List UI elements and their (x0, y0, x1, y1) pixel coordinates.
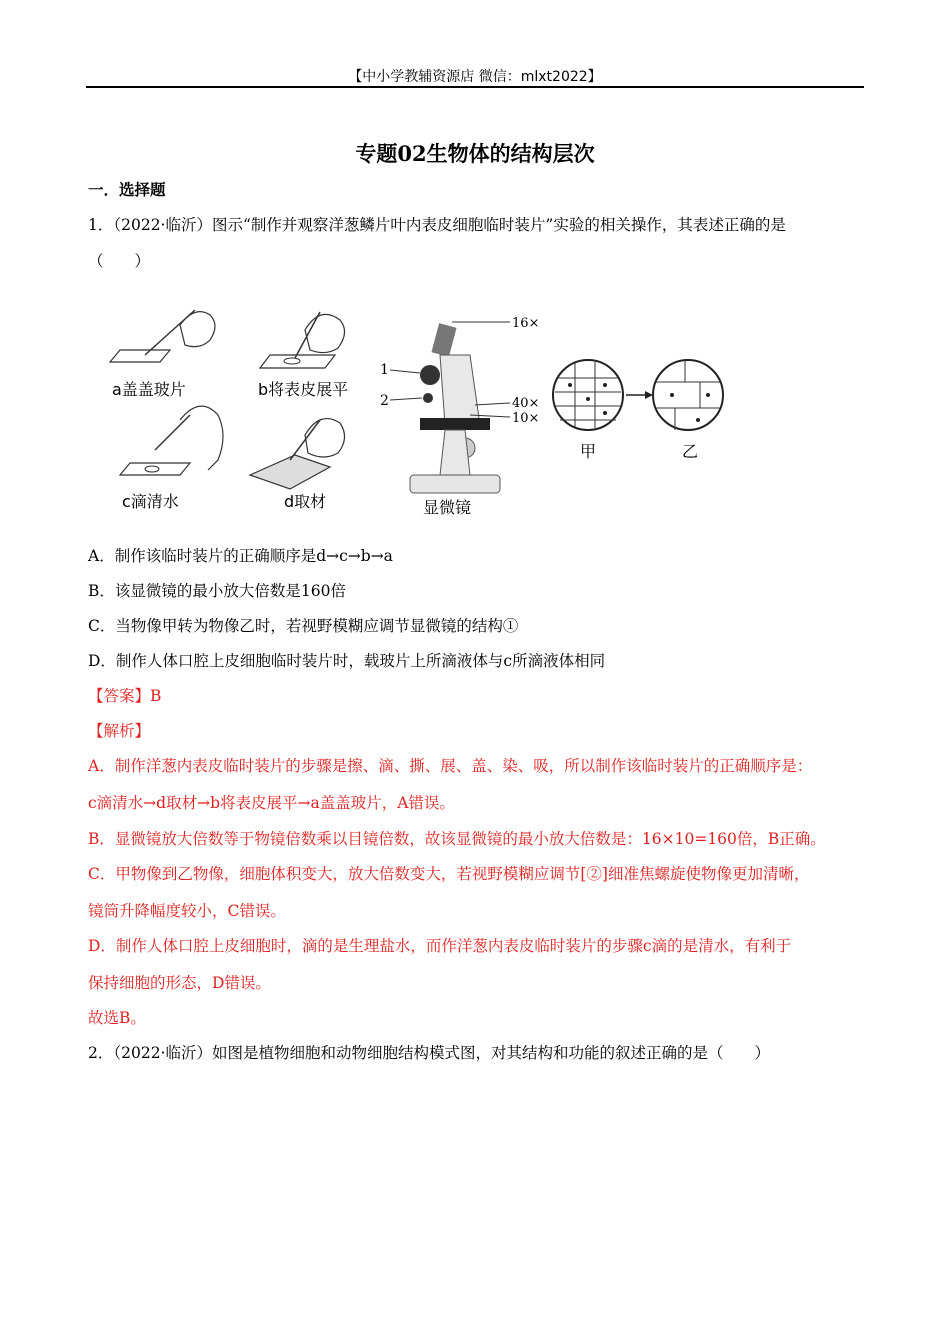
step-a-illustration (110, 310, 215, 399)
page-header: 【中小学教辅资源店 微信：mlxt2022】 (348, 69, 602, 85)
part-1-label: 1 (380, 362, 389, 378)
step-c-label: c滴清水 (122, 492, 179, 511)
view-yi (653, 360, 723, 461)
view-arrow-head (645, 391, 653, 399)
q2-stem: 2．（2022·临沂）如图是植物细胞和动物细胞结构模式图，对其结构和功能的叙述正确的是（ ） (88, 1044, 770, 1062)
step-b-illustration (258, 312, 348, 399)
q1-option-b[interactable]: B．该显微镜的最小放大倍数是160倍 (88, 582, 346, 600)
q1-stem-line2: （ ） (88, 252, 151, 270)
experiment-figure (100, 300, 730, 520)
q1-option-d[interactable]: D．制作人体口腔上皮细胞临时装片时，载玻片上所滴液体与c所滴液体相同 (88, 652, 606, 670)
page-title: 专题02生物体的结构层次 (355, 141, 595, 166)
analysis-line: c滴清水→d取材→b将表皮展平→a盖盖玻片，A错误。 (88, 794, 455, 812)
analysis-line: 镜筒升降幅度较小，C错误。 (88, 902, 286, 920)
step-d-illustration (250, 419, 345, 511)
q1-conclusion: 故选B。 (88, 1009, 146, 1027)
analysis-line: C．甲物像到乙物像，细胞体积变大，放大倍数变大，若视野模糊应调节[②]细准焦螺旋使物像更加清晰， (88, 865, 810, 883)
part-2-label: 2 (380, 393, 389, 409)
high-objective-label: 40× (512, 396, 540, 411)
view-jia-label: 甲 (580, 442, 597, 461)
step-b-label: b将表皮展平 (258, 380, 349, 399)
view-jia (553, 360, 623, 461)
step-d-label: d取材 (284, 492, 327, 511)
step-c-illustration (120, 406, 223, 511)
analysis-line: 保持细胞的形态，D错误。 (88, 974, 271, 992)
section-heading: 一．选择题 (88, 180, 166, 199)
analysis-line: D．制作人体口腔上皮细胞时，滴的是生理盐水，而作洋葱内表皮临时装片的步骤c滴的是清水，有利于 (88, 937, 792, 955)
view-yi-label: 乙 (682, 442, 699, 461)
q1-option-c[interactable]: C．当物像甲转为物像乙时，若视野模糊应调节显微镜的结构① (88, 617, 519, 635)
q1-option-a[interactable]: A．制作该临时装片的正确顺序是d→c→b→a (88, 547, 393, 565)
microscope-label: 显微镜 (423, 498, 472, 517)
microscope-illustration (380, 316, 539, 517)
q1-answer: 【答案】B (88, 687, 162, 705)
analysis-line: B．显微镜放大倍数等于物镜倍数乘以目镜倍数，故该显微镜的最小放大倍数是：16×10=160倍，B正确。 (88, 830, 826, 848)
q1-analysis-label: 【解析】 (88, 722, 151, 740)
step-a-label: a盖盖玻片 (112, 380, 186, 399)
eyepiece-mag-label: 16× (512, 316, 540, 331)
q1-stem-line1: 1．（2022·临沂）图示“制作并观察洋葱鳞片叶内表皮细胞临时装片”实验的相关操作，其表述正确的是 (88, 216, 786, 234)
analysis-line: A．制作洋葱内表皮临时装片的步骤是擦、滴、撕、展、盖、染、吸，所以制作该临时装片的正确顺序是： (88, 757, 813, 775)
header-divider (86, 86, 864, 88)
low-objective-label: 10× (512, 411, 540, 426)
